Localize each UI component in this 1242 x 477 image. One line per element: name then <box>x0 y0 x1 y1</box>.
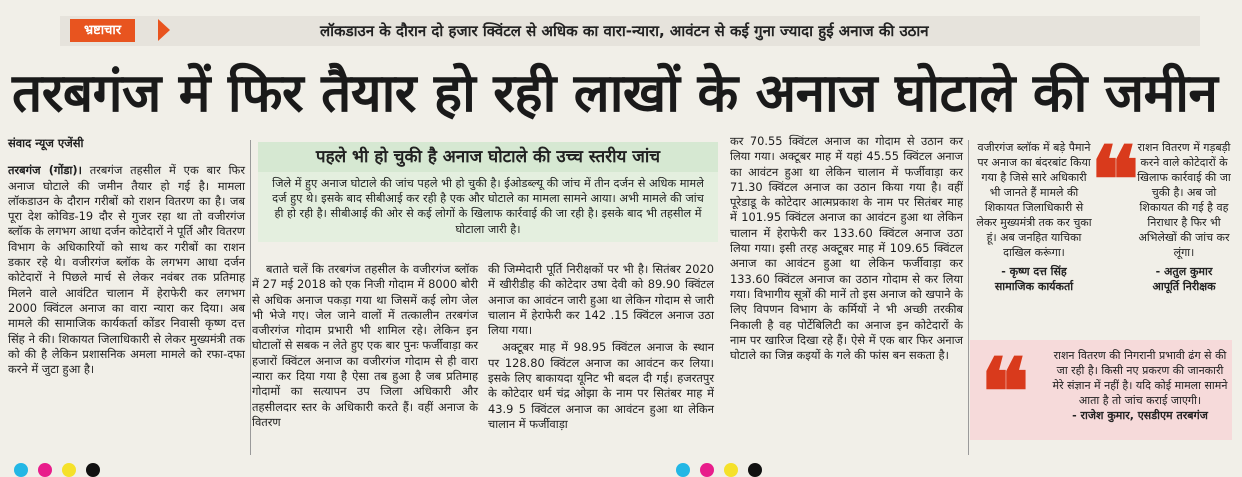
quote-1-name: - कृष्ण दत्त सिंह <box>1001 265 1067 278</box>
registration-dot <box>86 463 100 477</box>
quote-1-text: वजीरगंज ब्लॉक में बड़े पैमाने पर अनाज का बंदरबांट किया गया है जिसे सारे अधिकारी भी जानते हैं मामले की शिकायत जिलाधिकारी से लेकर मुख्यमंत्री तक कर चुका हूं। अब जनहित याचिका दाखिल करूंगा। <box>976 141 1092 259</box>
column-divider <box>968 140 969 455</box>
byline: संवाद न्यूज एजेंसी <box>8 136 84 150</box>
column-2-text: बताते चलें कि तरबगंज तहसील के वजीरगंज ब्लॉक में 27 मई 2018 को एक निजी गोदाम में 8000 बोरी से अधिक अनाज पकड़ा गया था जिसमें कई लोग जेल भी भेजे गए। जेल जाने वालों में तत्कालीन तरबगंज वजीरगंज गोदाम प्रभारी भी शामिल रहे। लेकिन इन घोटालों से सबक न लेते हुए एक बार पुनः फर्जीवाड़ा कर हजारों क्विंटल अनाज का वजीरगंज गोदाम से ही वारा न्यारा कर दिया गया है ऐसा तब हुआ है जब प्रतिमाह गोदामों का सत्यापन उप जिला अधिकारी और तहसीलदार स्तर के अधिकारी करते हैं। वहीं अनाज के वितरण <box>252 262 478 429</box>
column-3-text-2: अक्टूबर माह में 98.95 क्विंटल अनाज के स्थान पर 128.80 क्विंटल अनाज का आवंटन कर लिया। इसके लिए बाकायदा यूनिट भी बदल दी गई। हजरतपुर के कोटेदार धर्म चंद्र ओझा के नाम पर सितंबर माह में 43.9 5 क्विंटल अनाज का आवंटन हुआ था लेकिन चालान में फर्जीवाड़ा <box>488 340 714 431</box>
dateline: तरबगंज (गोंडा)। <box>8 163 82 178</box>
registration-dot <box>700 463 714 477</box>
column-4 <box>730 134 963 363</box>
quote-3-name: - राजेश कुमार, एसडीएम तरबगंज <box>1072 409 1208 422</box>
registration-dot <box>748 463 762 477</box>
quote-1 <box>975 140 1093 294</box>
headline: तरबगंज में फिर तैयार हो रही लाखों के अनाज घोटाले की जमीन <box>12 63 1218 124</box>
quote-2-text: राशन वितरण में गड़बड़ी करने वाले कोटेदारों के खिलाफ कार्रवाई की जा चुकी है। अब जो शिकायत की गई है वह निराधार है फिर भी अभिलेखों की जांच कर लूंगा। <box>1137 141 1231 259</box>
column-1-body <box>8 163 245 377</box>
registration-dot <box>724 463 738 477</box>
section-kicker: भ्रष्टाचार <box>70 19 135 42</box>
quote-mark-icon: ❝ <box>980 338 1030 446</box>
column-2 <box>252 262 478 430</box>
registration-dot <box>676 463 690 477</box>
quote-2-role: आपूर्ति निरीक्षक <box>1152 280 1216 293</box>
box-body <box>258 172 718 242</box>
box-title: पहले भी हो चुकी है अनाज घोटाले की उच्च स्तरीय जांच <box>315 147 661 167</box>
strap-text: लॉकडाउन के दौरान दो हजार क्विंटल से अधिक का वारा-न्यारा, आवंटन से कई गुना ज्यादा हुई अनाज की उठान <box>320 22 929 40</box>
column-divider <box>250 140 251 455</box>
quote-3 <box>1050 348 1230 423</box>
registration-dot <box>14 463 28 477</box>
column-1 <box>8 136 245 377</box>
registration-dot <box>38 463 52 477</box>
registration-dot <box>62 463 76 477</box>
quote-1-role: सामाजिक कार्यकर्ता <box>994 280 1074 293</box>
kicker-arrow-icon <box>158 19 170 41</box>
box-text: जिले में हुए अनाज घोटाले की जांच पहले भी हो चुकी है। ईओडब्ल्यू की जांच में तीन दर्जन से अधिक मामले दर्ज हुए थे। इसके बाद सीबीआई कर रही है एक और घोटाले का मामला सामने आया। अभी मामले की जांच ही हो रही है। सीबीआई की ओर से कई लोगों के खिलाफ कार्रवाई की जा रही है। इसके बाद भी तहसील में घोटाला जारी है। <box>272 177 704 236</box>
quote-2 <box>1134 140 1234 294</box>
quote-2-name: - अतुल कुमार <box>1155 265 1213 278</box>
column-3 <box>488 262 714 432</box>
column-3-text-1: की जिम्मेदारी पूर्ति निरीक्षकों पर भी है। सितंबर 2020 में खीरीडीह की कोटेदार उषा देवी को 89.90 क्विंटल अनाज का आवंटन जारी हुआ था लेकिन गोदाम से जारी चालान में हेराफेरी कर 142 .15 क्विंटल अनाज उठा लिया गया। <box>488 262 714 338</box>
quote-mark-icon: ❝ <box>1090 126 1140 234</box>
column-4-text: कर 70.55 क्विंटल अनाज का गोदाम से उठान कर लिया गया। अक्टूबर माह में यहां 45.55 क्विंटल अनाज का आवंटन हुआ था लेकिन चालान में फर्जीवाड़ा कर 71.30 क्विंटल अनाज का उठान किया गया है। वहीं पूरेडाडू के कोटेदार आत्मप्रकाश के नाम पर सितंबर माह में 101.95 क्विंटल अनाज का आवंटन हुआ था लेकिन चालान में हेराफेरी कर 133.60 क्विंटल अनाज उठा लिया गया। इसी तरह अक्टूबर माह में 109.65 क्विंटल अनाज का आवंटन हुआ था लेकिन फर्जीवाड़ा कर 133.60 क्विंटल अनाज का उठान गोदाम से कर लिया गया। विभागीय सूत्रों की मानें तो इस अनाज को खपाने के लिए विपणन विभाग के कर्मियों ने भी अच्छी तरकीब निकाली है वह पोर्टेबिलिटी का अनाज इन कोटेदारों के नाम पर खारिज दिखा रहे हैं। ऐसे में एक बार फिर अनाज घोटाले का जिन्न कइयों के गले की फांस बन सकता है। <box>730 134 963 363</box>
column-1-text: तरबगंज तहसील में एक बार फिर अनाज घोटाले की जमीन तैयार हो गई है। मामला लॉकडाउन के दौरान गरीबों को राशन वितरण का है। जब पूरा देश कोविड-19 दौर से गुजर रहा था तो वजीरगंज ब्लॉक के लगभग आधा दर्जन कोटेदारों ने पूर्ति और वितरण विभाग के अधिकारियों को साथ कर गरीबों का राशन डकार रहे थे। वजीरगंज ब्लॉक के लगभग आधा दर्जन कोटेदारों ने पिछले मार्च से लेकर नवंबर तक प्रतिमाह मिलने वाले आवंटित चालान में हेराफेरी कर लगभग 2000 क्विंटल अनाज का वारा न्यारा कर दिया। अब मामले की सामाजिक कार्यकर्ता कोंडर निवासी कृष्ण दत्त सिंह ने की। शिकायत जिलाधिकारी से लेकर मुख्यमंत्री तक को की है लेकिन प्रशासनिक अमला मामले को रफा-दफा करने में जुटा हुआ है। <box>8 163 245 377</box>
quote-3-text: राशन वितरण की निगरानी प्रभावी ढंग से की जा रही है। किसी नए प्रकरण की जानकारी मेरे संज्ञान में नहीं है। यदि कोई मामला सामने आता है तो जांच कराई जाएगी। <box>1052 349 1228 407</box>
box-header <box>258 142 718 172</box>
